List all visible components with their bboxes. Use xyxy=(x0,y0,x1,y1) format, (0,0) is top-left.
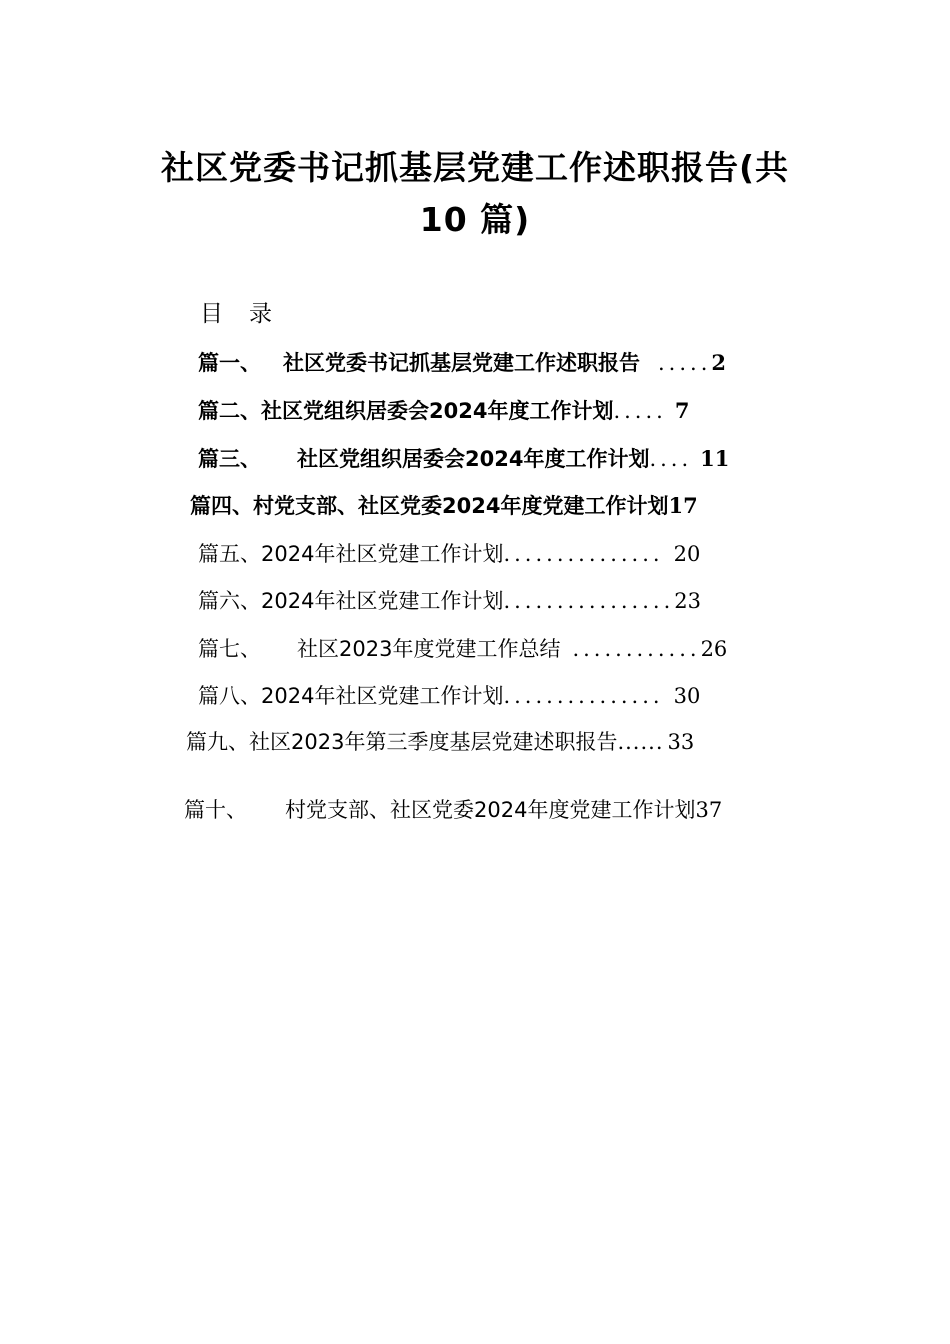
toc-entry-title: 社区党委书记抓基层党建工作述职报告 xyxy=(283,351,640,375)
toc-entry-title: 社区党组织居委会2024年度工作计划 xyxy=(297,447,650,471)
toc-heading-char-2: 录 xyxy=(249,301,272,327)
toc-entry-label: 篇五、 xyxy=(198,542,261,566)
toc-entry-label: 篇四、 xyxy=(190,494,253,518)
toc-entry-title: 社区2023年第三季度基层党建述职报告 xyxy=(249,730,618,754)
toc-entry[interactable] xyxy=(198,632,727,666)
toc-entry-page: 17 xyxy=(668,493,698,518)
toc-entry-leader: ..... xyxy=(613,399,667,423)
toc-entry[interactable] xyxy=(198,584,701,618)
toc-entry-page: 30 xyxy=(673,684,701,708)
toc-entry[interactable] xyxy=(184,793,722,827)
toc-entry-leader: ............... xyxy=(503,542,664,566)
toc-entry-page: 26 xyxy=(700,637,728,661)
toc-entry-label: 篇十、 xyxy=(184,798,247,822)
toc-entry[interactable] xyxy=(198,442,729,476)
toc-entry-page: 11 xyxy=(700,446,730,471)
toc-entry-title: 社区2023年度党建工作总结 xyxy=(297,637,561,661)
document-title-line-2: 10 篇) xyxy=(419,200,531,239)
toc-entry-page: 2 xyxy=(711,350,727,375)
toc-entry-label: 篇六、 xyxy=(198,589,261,613)
toc-entry-leader: ............ xyxy=(572,637,701,661)
toc-entry-title: 2024年社区党建工作计划 xyxy=(261,542,504,566)
toc-entry[interactable] xyxy=(198,679,700,713)
toc-entry[interactable] xyxy=(198,394,689,428)
toc-entry[interactable] xyxy=(190,489,698,523)
toc-entry[interactable] xyxy=(198,346,726,380)
toc-entry-leader: ..... xyxy=(658,351,712,375)
toc-heading xyxy=(200,298,272,330)
toc-entry-label: 篇三、 xyxy=(198,447,261,471)
toc-entry[interactable] xyxy=(198,537,700,571)
toc-entry-label: 篇一、 xyxy=(198,351,261,375)
toc-entry-leader: ............... xyxy=(503,684,664,708)
toc-entry-title: 2024年社区党建工作计划 xyxy=(261,589,504,613)
toc-entry-leader: ...... xyxy=(617,730,664,754)
toc-entry-label: 篇九、 xyxy=(186,730,249,754)
document-title-line-1: 社区党委书记抓基层党建工作述职报告(共 xyxy=(160,148,790,187)
toc-entry-label: 篇七、 xyxy=(198,637,261,661)
toc-entry-title: 2024年社区党建工作计划 xyxy=(261,684,504,708)
toc-entry-title: 村党支部、社区党委2024年度党建工作计划 xyxy=(285,798,696,822)
toc-entry-title: 村党支部、社区党委2024年度党建工作计划 xyxy=(253,494,669,518)
toc-entry-label: 篇二、 xyxy=(198,399,261,423)
toc-entry-page: 23 xyxy=(674,589,701,613)
toc-entry-leader: ................ xyxy=(503,589,675,613)
toc-entry-page: 7 xyxy=(674,398,690,423)
toc-entry-page: 20 xyxy=(673,542,701,566)
toc-entry-page: 33 xyxy=(667,730,695,754)
toc-entry-label: 篇八、 xyxy=(198,684,261,708)
toc-entry[interactable] xyxy=(186,725,694,759)
toc-entry-page: 37 xyxy=(695,798,723,822)
toc-entry-title: 社区党组织居委会2024年度工作计划 xyxy=(261,399,614,423)
toc-entry-leader: .... xyxy=(649,447,693,471)
toc-heading-char-1: 目 xyxy=(200,301,223,327)
